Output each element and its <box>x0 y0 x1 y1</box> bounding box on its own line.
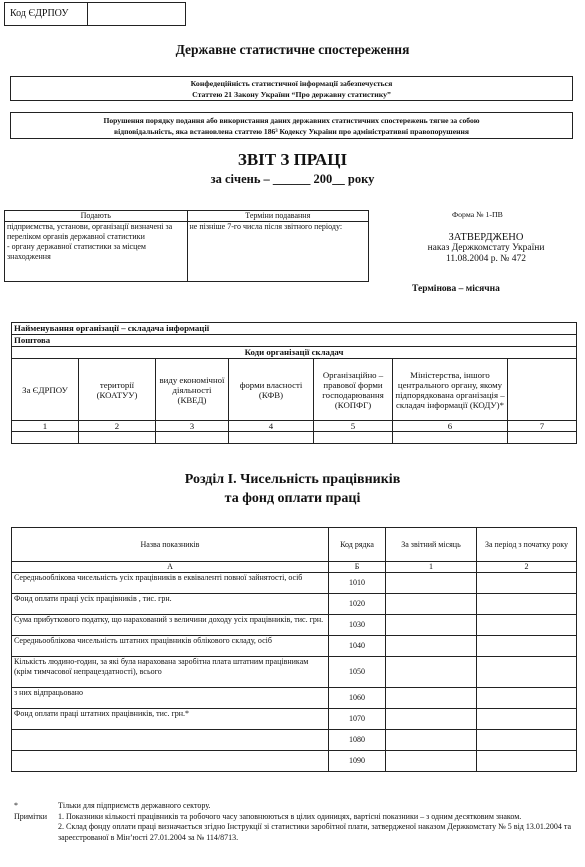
ind-letters-row <box>12 562 577 573</box>
submitters-header: Подають <box>5 211 188 222</box>
indicator-code: 1070 <box>329 709 386 730</box>
indicator-period-input[interactable] <box>477 688 577 709</box>
indicator-period-input[interactable] <box>477 751 577 772</box>
indicator-period-input[interactable] <box>477 636 577 657</box>
note-2: 2. Склад фонду оплати праці визначається згідно Інструкції зі статистики заробітної плати, затвердженої наказом Держкомстату № 5 від 13.01.2004 та зареєстрованої в Мін’юсті 27.01.2004 за № 114/8713. <box>58 822 572 842</box>
indicator-name: Середньооблікова чисельність усіх працівників в еквіваленті повної зайнятості, осіб <box>12 573 329 594</box>
indicator-code: 1060 <box>329 688 386 709</box>
indicator-period-input[interactable] <box>477 615 577 636</box>
notes-label: Примітки <box>14 811 48 821</box>
violation-notice <box>10 112 573 139</box>
org-col-kodu: Міністерства, іншого центрального органу, якому підпорядкована організація – складач інформації (КОДУ)* <box>393 359 508 421</box>
org-col-7 <box>508 359 577 421</box>
indicator-period-input[interactable] <box>477 657 577 688</box>
deadlines-text: не пізніше 7-го числа після звітного періоду: <box>187 222 369 282</box>
report-period: за січень – ______ 200__ року <box>210 172 375 186</box>
footnotes <box>14 801 579 843</box>
ind-col-name: Назва показників <box>12 528 329 562</box>
indicator-name: з них відпрацьовано <box>12 688 329 709</box>
approval-block <box>390 232 582 265</box>
indicator-month-input[interactable] <box>386 730 477 751</box>
indicator-name <box>12 730 329 751</box>
order-line-2: 11.08.2004 р. № 472 <box>446 254 526 264</box>
indicator-code: 1010 <box>329 573 386 594</box>
indicator-row <box>12 573 577 594</box>
org-input-1[interactable] <box>12 432 79 444</box>
indicator-code: 1090 <box>329 751 386 772</box>
organization-table <box>11 322 577 444</box>
org-num-3: 3 <box>156 421 229 432</box>
org-num-5: 5 <box>314 421 393 432</box>
org-input-row[interactable] <box>12 432 577 444</box>
org-codes-label: Коди організації складач <box>12 347 577 359</box>
indicator-period-input[interactable] <box>477 730 577 751</box>
ind-letter-a: А <box>12 562 329 573</box>
org-input-6[interactable] <box>393 432 508 444</box>
edrpou-divider <box>87 3 88 25</box>
org-num-1: 1 <box>12 421 79 432</box>
org-input-5[interactable] <box>314 432 393 444</box>
indicator-month-input[interactable] <box>386 709 477 730</box>
survey-title: Державне статистичне спостереження <box>175 42 410 57</box>
edrpou-code-box[interactable] <box>4 2 186 26</box>
indicator-code: 1020 <box>329 594 386 615</box>
ind-letter-1: 1 <box>386 562 477 573</box>
violation-line-2: відповідальність, яка встановлена статтею 186³ Кодексу України про адміністративні правопорушення <box>114 127 469 136</box>
org-col-koatuu: території (КОАТУУ) <box>79 359 156 421</box>
org-col-kfv: форми власності (КФВ) <box>229 359 314 421</box>
org-col-edrpou: За ЄДРПОУ <box>12 359 79 421</box>
indicator-row <box>12 657 577 688</box>
org-num-6: 6 <box>393 421 508 432</box>
confidentiality-line-2: Статтею 21 Закону України “Про державну статистику” <box>192 90 391 99</box>
indicator-name: Фонд оплати праці штатних працівників, тис. грн.* <box>12 709 329 730</box>
urgency-label: Термінова – місячна <box>412 284 500 294</box>
org-codes-header-row <box>12 359 577 421</box>
indicator-row <box>12 594 577 615</box>
indicator-period-input[interactable] <box>477 709 577 730</box>
org-name-label[interactable]: Найменування організації – складача інформації <box>12 323 577 335</box>
org-input-7[interactable] <box>508 432 577 444</box>
indicator-month-input[interactable] <box>386 573 477 594</box>
org-col-kopfg: Організаційно – правової форми господарювання (КОПФГ) <box>314 359 393 421</box>
confidentiality-line-1: Конфедеційність статистичної інформації забезпечується <box>190 79 393 88</box>
ind-col-month: За звітний місяць <box>386 528 477 562</box>
confidentiality-notice <box>10 76 573 101</box>
indicator-month-input[interactable] <box>386 688 477 709</box>
submission-table <box>4 210 369 282</box>
submitters-text-2: - органу державної статистики за місцем знаходження <box>7 242 146 261</box>
indicator-code: 1030 <box>329 615 386 636</box>
org-input-2[interactable] <box>79 432 156 444</box>
ind-col-period: За період з початку року <box>477 528 577 562</box>
indicator-code: 1050 <box>329 657 386 688</box>
indicator-name <box>12 751 329 772</box>
deadlines-header: Терміни подавання <box>187 211 369 222</box>
indicator-row <box>12 636 577 657</box>
org-input-3[interactable] <box>156 432 229 444</box>
ind-letter-b: Б <box>329 562 386 573</box>
indicator-period-input[interactable] <box>477 594 577 615</box>
org-num-7: 7 <box>508 421 577 432</box>
submitters-text-1: підприємства, установи, організації визначені за переліком органів державної статистики <box>7 222 173 241</box>
edrpou-label: Код ЄДРПОУ <box>10 8 69 19</box>
org-input-4[interactable] <box>229 432 314 444</box>
org-num-2: 2 <box>79 421 156 432</box>
section-title <box>0 470 585 508</box>
order-line-1: наказ Держкомстату України <box>427 243 545 253</box>
note-1: 1. Показники кількості працівників та робочого часу заповнюються в цілих одиницях, вартісні показники – з одним десятковим знаком. <box>58 811 522 821</box>
violation-line-1: Порушення порядку подання або використання даних державних статистичних спостережень тягне за собою <box>103 116 480 125</box>
indicator-row <box>12 709 577 730</box>
org-num-4: 4 <box>229 421 314 432</box>
footnote-star: * <box>14 801 18 810</box>
org-col-kved: виду економічної діяльності (КВЕД) <box>156 359 229 421</box>
indicator-period-input[interactable] <box>477 573 577 594</box>
indicator-code: 1040 <box>329 636 386 657</box>
indicator-row <box>12 730 577 751</box>
indicator-row <box>12 688 577 709</box>
indicator-code: 1080 <box>329 730 386 751</box>
ind-letter-2: 2 <box>477 562 577 573</box>
indicator-month-input[interactable] <box>386 615 477 636</box>
ind-col-code: Код рядка <box>329 528 386 562</box>
org-postal-label[interactable]: Поштова <box>12 335 577 347</box>
indicator-name: Сума прибуткового податку, що нарахований з величини доходу усіх працівників, тис. грн. <box>12 615 329 636</box>
indicator-month-input[interactable] <box>386 594 477 615</box>
indicator-month-input[interactable] <box>386 636 477 657</box>
approved-label: ЗАТВЕРДЖЕНО <box>448 232 524 243</box>
org-numbers-row <box>12 421 577 432</box>
indicator-row <box>12 615 577 636</box>
indicator-name: Фонд оплати праці усіх працівників , тис. грн. <box>12 594 329 615</box>
indicator-month-input[interactable] <box>386 657 477 688</box>
report-title: ЗВІТ З ПРАЦІ <box>237 150 348 169</box>
form-number: Форма № 1-ПВ <box>452 210 503 219</box>
indicator-month-input[interactable] <box>386 751 477 772</box>
section-title-line-1: Розділ І. Чисельність працівників <box>184 472 401 487</box>
indicator-row <box>12 751 577 772</box>
section-title-line-2: та фонд оплати праці <box>224 491 361 506</box>
footnote-star-text: Тільки для підприємств державного сектору. <box>58 801 211 810</box>
indicator-name: Середньооблікова чисельність штатних працівників облікового складу, осіб <box>12 636 329 657</box>
indicator-name: Кількість людино-годин, за які була нарахована заробітна плата штатним працівникам (крім тимчасової непрацездатності), всього <box>12 657 329 688</box>
indicators-table <box>11 527 577 772</box>
